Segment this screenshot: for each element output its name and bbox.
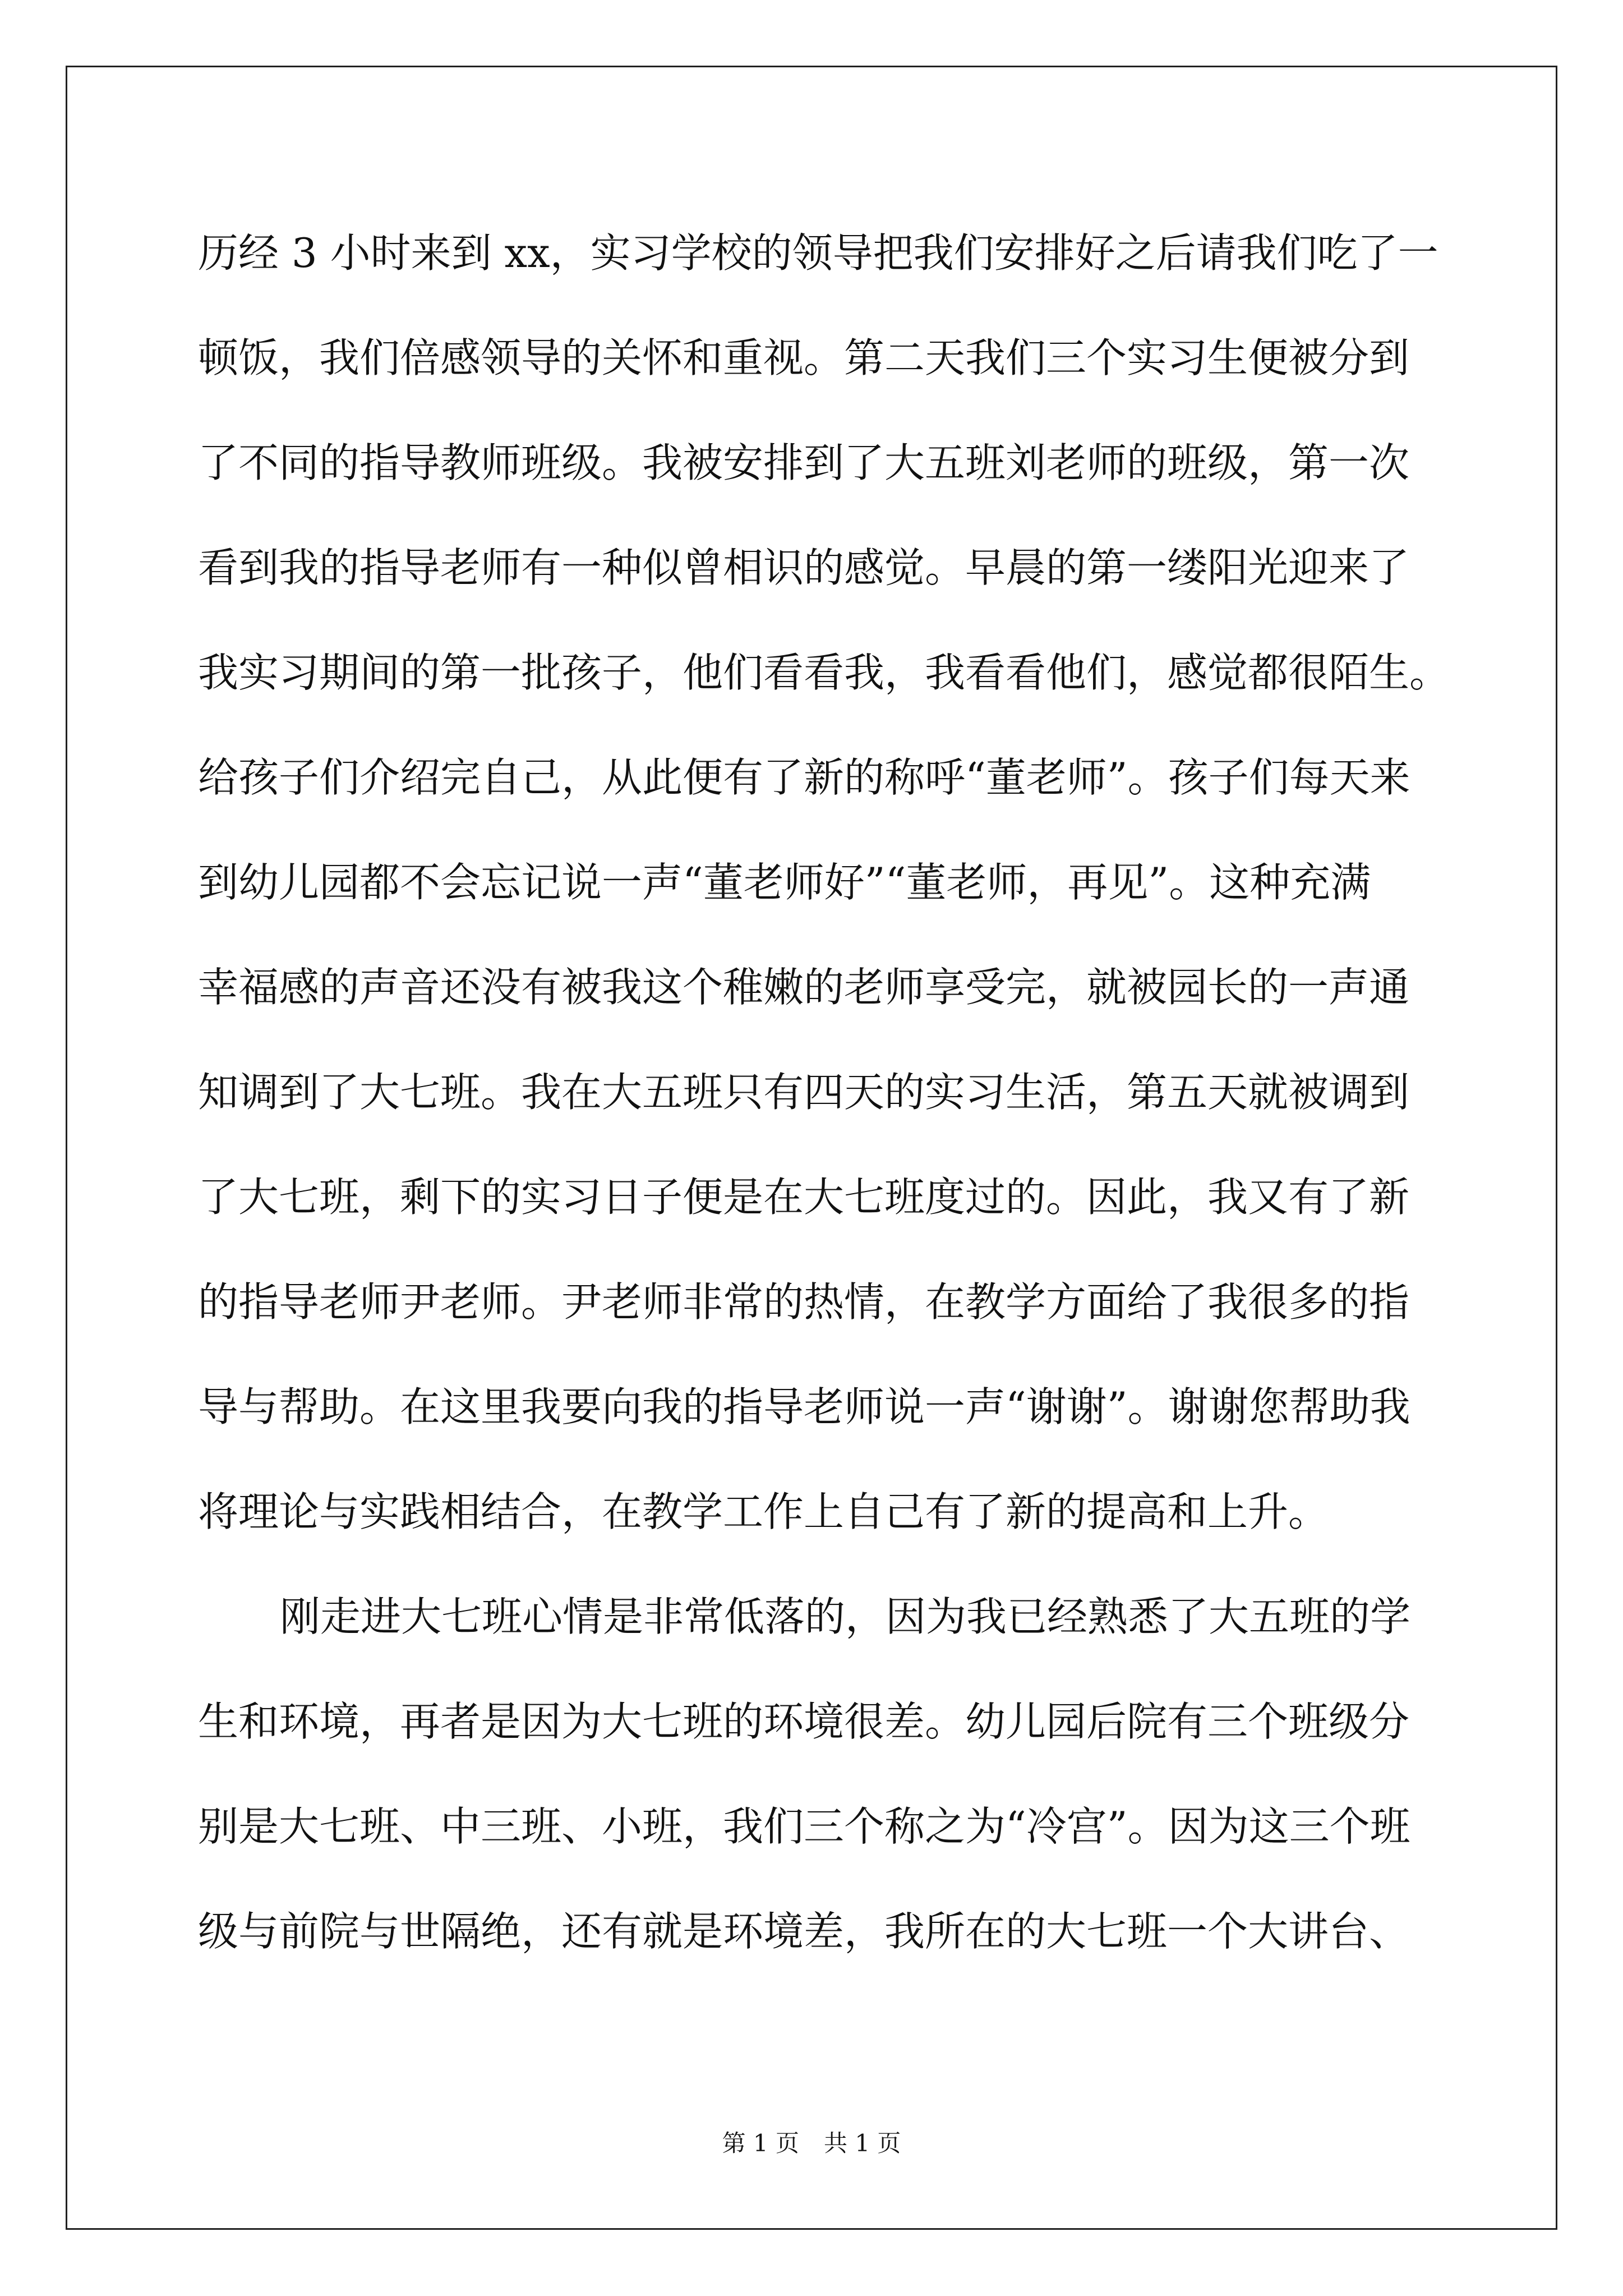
page-total: 共 1 页: [824, 2129, 901, 2157]
paragraph-first-line: 刚走进大七班心情是非常低落的，因为我已经熟悉了大五班的学: [280, 1593, 1411, 1640]
text-line: 幸福感的声音还没有被我这个稚嫩的老师享受完，就被园长的一声通: [198, 964, 1410, 1011]
text-line: 到幼儿园都不会忘记说一声“董老师好”“董老师，再见”。这种充满: [198, 859, 1371, 906]
text-line: 给孩子们介绍完自己，从此便有了新的称呼“董老师”。孩子们每天来: [198, 754, 1410, 801]
text-line: 的指导老师尹老师。尹老师非常的热情，在教学方面给了我很多的指: [198, 1278, 1410, 1326]
text-line: 将理论与实践相结合，在教学工作上自己有了新的提高和上升。: [198, 1488, 1329, 1535]
text-line: 看到我的指导老师有一种似曾相识的感觉。早晨的第一缕阳光迎来了: [198, 544, 1410, 591]
text-line: 顿饭，我们倍感领导的关怀和重视。第二天我们三个实习生便被分到: [198, 334, 1410, 381]
text-line: 级与前院与世隔绝，还有就是环境差，我所在的大七班一个大讲台、: [198, 1908, 1410, 1955]
text-line: 别是大七班、中三班、小班，我们三个称之为“冷宫”。因为这三个班: [198, 1803, 1410, 1850]
page-number: 第 1 页: [722, 2129, 799, 2157]
text-line: 导与帮助。在这里我要向我的指导老师说一声“谢谢”。谢谢您帮助我: [198, 1383, 1410, 1430]
text-line: 生和环境，再者是因为大七班的环境很差。幼儿园后院有三个班级分: [198, 1698, 1410, 1745]
document-body: [198, 222, 1460, 2005]
page-footer: [0, 2127, 1623, 2160]
text-line: 我实习期间的第一批孩子，他们看看我，我看看他们，感觉都很陌生。: [198, 649, 1450, 696]
text-line: 历经 3 小时来到 xx，实习学校的领导把我们安排好之后请我们吃了一: [198, 229, 1438, 277]
text-line: 了不同的指导教师班级。我被安排到了大五班刘老师的班级，第一次: [198, 439, 1410, 486]
text-line: 知调到了大七班。我在大五班只有四天的实习生活，第五天就被调到: [198, 1069, 1410, 1116]
text-line: 了大七班，剩下的实习日子便是在大七班度过的。因此，我又有了新: [198, 1174, 1410, 1221]
